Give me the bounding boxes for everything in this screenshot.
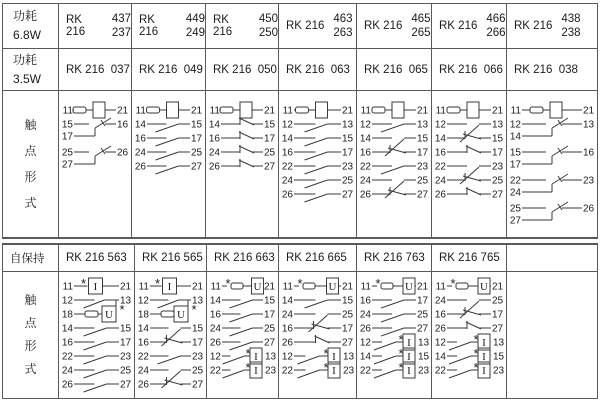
svg-text:23: 23 [343, 365, 355, 377]
svg-text:23: 23 [583, 175, 595, 187]
svg-text:I: I [167, 281, 172, 293]
svg-text:22: 22 [281, 365, 293, 377]
svg-text:11: 11 [360, 105, 371, 117]
svg-text:25: 25 [342, 175, 354, 187]
standard-relays-table [2, 3, 598, 239]
svg-text:12: 12 [359, 119, 371, 131]
contact-diagram-665 [279, 272, 356, 398]
svg-text:U: U [253, 281, 262, 293]
svg-text:27: 27 [417, 189, 429, 201]
svg-text:25: 25 [509, 203, 521, 215]
model-066: RK 216 066 [432, 49, 506, 90]
svg-text:17: 17 [192, 337, 204, 349]
svg-text:I: I [482, 351, 486, 363]
svg-text:11: 11 [210, 281, 221, 293]
model-049: RK 216 049 [132, 49, 205, 90]
svg-text:27: 27 [509, 215, 521, 227]
empty-header-cell [507, 245, 597, 271]
model-hi: 449 [185, 13, 205, 25]
model-prefix: RK 216 [286, 20, 325, 32]
svg-text:16: 16 [208, 133, 220, 145]
svg-text:23: 23 [265, 365, 277, 377]
svg-text:16: 16 [434, 147, 446, 159]
model-463-263 [279, 4, 356, 48]
svg-text:22: 22 [359, 161, 371, 173]
svg-text:27: 27 [192, 379, 204, 391]
contact-form-char: 点 [24, 144, 37, 158]
svg-text:11: 11 [138, 281, 149, 293]
model-465-265 [357, 4, 431, 48]
svg-text:11: 11 [435, 281, 446, 293]
model-450-250 [206, 4, 278, 48]
svg-text:17: 17 [342, 323, 354, 335]
svg-text:16: 16 [583, 147, 595, 159]
contact-diagram-svg [432, 91, 506, 237]
svg-text:18: 18 [61, 309, 73, 321]
contact-diagram-565 [135, 272, 206, 398]
svg-text:23: 23 [192, 351, 204, 363]
svg-text:25: 25 [417, 309, 429, 321]
svg-text:17: 17 [509, 159, 521, 171]
power-label-line1: 功耗 [13, 52, 38, 67]
svg-text:25: 25 [417, 175, 429, 187]
svg-text:25: 25 [264, 323, 276, 335]
svg-text:21: 21 [417, 281, 429, 293]
contact-form-label [3, 272, 58, 398]
svg-text:14: 14 [134, 119, 146, 131]
svg-text:21: 21 [192, 281, 204, 293]
svg-text:14: 14 [434, 133, 446, 145]
model-763: RK 216 763 [357, 245, 431, 271]
model-lo: 266 [486, 27, 506, 39]
svg-text:15: 15 [61, 119, 73, 131]
contact-diagram-svg [357, 272, 431, 398]
svg-text:21: 21 [264, 281, 276, 293]
model-prefix: RK 216 [213, 14, 233, 38]
svg-text:11: 11 [209, 105, 220, 117]
svg-text:26: 26 [281, 337, 293, 349]
power-label-line2: 3.5W [13, 71, 42, 86]
svg-text:26: 26 [208, 161, 220, 173]
model-lo: 265 [411, 27, 431, 39]
svg-text:I: I [332, 351, 336, 363]
model-hi: 437 [111, 13, 131, 25]
contact-diagram-svg [206, 91, 278, 237]
svg-text:12: 12 [509, 119, 521, 131]
svg-text:26: 26 [434, 189, 446, 201]
svg-text:18: 18 [137, 309, 149, 321]
svg-text:17: 17 [417, 295, 429, 307]
contact-diagram-svg [357, 91, 431, 237]
svg-text:27: 27 [264, 161, 276, 173]
svg-text:14: 14 [281, 295, 293, 307]
svg-text:*: * [297, 276, 303, 291]
contact-form-char: 式 [24, 362, 37, 376]
svg-text:21: 21 [191, 105, 203, 117]
svg-text:25: 25 [492, 295, 504, 307]
svg-text:14: 14 [208, 119, 220, 131]
model-063: RK 216 063 [279, 49, 356, 90]
svg-text:*: * [398, 360, 404, 375]
model-prefix: RK 216 [439, 20, 478, 32]
svg-text:12: 12 [281, 351, 293, 363]
model-lo: 237 [111, 27, 131, 39]
model-065: RK 216 065 [357, 49, 431, 90]
svg-text:I: I [254, 351, 258, 363]
svg-text:27: 27 [342, 337, 354, 349]
svg-text:12: 12 [209, 351, 221, 363]
svg-text:21: 21 [492, 105, 504, 117]
svg-text:17: 17 [342, 147, 354, 159]
contact-diagram-svg [279, 272, 356, 398]
svg-text:27: 27 [61, 159, 73, 171]
svg-text:24: 24 [209, 323, 221, 335]
svg-text:13: 13 [492, 119, 504, 131]
svg-text:22: 22 [359, 365, 371, 377]
model-050: RK 216 050 [206, 49, 278, 90]
svg-text:*: * [119, 302, 125, 317]
svg-text:22: 22 [209, 365, 221, 377]
svg-text:22: 22 [434, 161, 446, 173]
svg-text:16: 16 [61, 337, 73, 349]
svg-text:27: 27 [492, 323, 504, 335]
power-3-5w-label [3, 49, 58, 90]
svg-text:12: 12 [359, 337, 371, 349]
svg-text:16: 16 [134, 133, 146, 145]
svg-text:26: 26 [117, 147, 129, 159]
svg-text:24: 24 [208, 147, 220, 159]
svg-text:15: 15 [264, 119, 276, 131]
svg-text:17: 17 [264, 133, 276, 145]
svg-text:25: 25 [120, 365, 132, 377]
model-565: RK 216 565 [135, 245, 206, 271]
contact-diagram-svg [207, 272, 278, 398]
svg-text:13: 13 [493, 337, 505, 349]
svg-text:11: 11 [435, 105, 446, 117]
contact-diagram-svg [432, 272, 506, 398]
contact-diagram-449 [132, 91, 205, 237]
model-449-249 [132, 4, 205, 48]
svg-text:24: 24 [137, 365, 149, 377]
power-label-line1: 功耗 [13, 9, 38, 23]
svg-text:11: 11 [62, 281, 73, 293]
contact-diagram-563 [59, 272, 134, 398]
svg-text:*: * [245, 346, 251, 361]
svg-text:24: 24 [359, 175, 371, 187]
svg-text:11: 11 [360, 281, 371, 293]
svg-text:12: 12 [137, 295, 149, 307]
contact-form-char: 形 [24, 170, 37, 184]
svg-text:11: 11 [282, 105, 293, 117]
svg-text:14: 14 [137, 323, 149, 335]
contact-diagram-svg [135, 272, 206, 398]
svg-text:21: 21 [264, 105, 276, 117]
contact-diagram-svg [132, 91, 205, 237]
svg-text:24: 24 [134, 147, 146, 159]
svg-text:27: 27 [417, 323, 429, 335]
svg-text:*: * [473, 360, 479, 375]
model-563: RK 216 563 [59, 245, 134, 271]
svg-text:14: 14 [434, 351, 446, 363]
svg-text:26: 26 [137, 379, 149, 391]
svg-text:26: 26 [209, 337, 221, 349]
svg-text:I: I [93, 281, 98, 293]
model-lo: 250 [258, 27, 278, 39]
svg-text:27: 27 [342, 189, 354, 201]
svg-text:12: 12 [281, 119, 293, 131]
svg-text:16: 16 [117, 119, 129, 131]
latching-relays-table [2, 243, 598, 399]
model-765: RK 216 765 [432, 245, 506, 271]
svg-text:16: 16 [281, 323, 293, 335]
contact-diagram-svg [507, 91, 597, 237]
svg-text:26: 26 [61, 379, 73, 391]
svg-text:23: 23 [417, 161, 429, 173]
svg-text:23: 23 [492, 161, 504, 173]
model-466-266 [432, 4, 506, 48]
svg-text:25: 25 [264, 147, 276, 159]
model-665: RK 216 665 [279, 245, 356, 271]
svg-text:U: U [177, 309, 185, 321]
svg-text:25: 25 [192, 365, 204, 377]
svg-text:16: 16 [359, 147, 371, 159]
model-037: RK 216 037 [59, 49, 131, 90]
model-663: RK 216 663 [207, 245, 278, 271]
svg-text:25: 25 [61, 147, 73, 159]
svg-text:15: 15 [493, 351, 505, 363]
svg-text:23: 23 [418, 365, 430, 377]
svg-text:21: 21 [342, 105, 354, 117]
svg-text:26: 26 [583, 203, 595, 215]
model-lo: 249 [185, 27, 205, 39]
svg-text:*: * [473, 346, 479, 361]
svg-text:25: 25 [342, 309, 354, 321]
svg-text:15: 15 [509, 147, 521, 159]
svg-text:12: 12 [434, 337, 446, 349]
svg-text:26: 26 [359, 323, 371, 335]
svg-text:17: 17 [120, 337, 132, 349]
svg-text:24: 24 [61, 365, 73, 377]
svg-text:I: I [407, 365, 411, 377]
contact-diagram-437 [59, 91, 131, 237]
svg-text:15: 15 [191, 119, 203, 131]
contact-diagram-438 [507, 91, 597, 237]
svg-text:U: U [105, 309, 113, 321]
svg-text:U: U [480, 281, 488, 293]
svg-text:I: I [482, 365, 486, 377]
model-437-237 [59, 4, 131, 48]
svg-text:12: 12 [434, 119, 446, 131]
svg-text:27: 27 [264, 337, 276, 349]
contact-form-char: 触 [24, 118, 37, 132]
svg-text:26: 26 [134, 161, 146, 173]
svg-text:14: 14 [359, 133, 371, 145]
svg-text:U: U [328, 281, 337, 293]
svg-text:17: 17 [492, 147, 504, 159]
model-hi: 450 [258, 13, 278, 25]
svg-text:16: 16 [137, 337, 149, 349]
svg-text:17: 17 [264, 309, 276, 321]
svg-text:24: 24 [434, 295, 446, 307]
contact-diagram-663 [207, 272, 278, 398]
svg-text:I: I [407, 351, 411, 363]
contact-diagram-466 [432, 91, 506, 237]
svg-text:*: * [323, 346, 329, 361]
svg-text:24: 24 [509, 187, 521, 199]
svg-text:12: 12 [61, 295, 73, 307]
svg-text:27: 27 [492, 189, 504, 201]
contact-form-char: 式 [24, 196, 37, 210]
svg-text:U: U [405, 281, 413, 293]
svg-text:21: 21 [492, 281, 504, 293]
svg-text:15: 15 [418, 351, 430, 363]
svg-text:11: 11 [135, 105, 146, 117]
power-6-8w-label [3, 4, 58, 48]
svg-text:*: * [323, 360, 329, 375]
svg-text:*: * [450, 276, 456, 291]
model-prefix: RK 216 [364, 20, 403, 32]
svg-text:16: 16 [359, 295, 371, 307]
contact-form-label [3, 91, 58, 237]
svg-text:22: 22 [137, 351, 149, 363]
svg-text:14: 14 [509, 131, 521, 143]
svg-text:*: * [80, 276, 87, 291]
svg-text:21: 21 [583, 105, 595, 117]
power-label-line2: 6.8W [13, 28, 42, 42]
svg-text:22: 22 [61, 351, 73, 363]
svg-text:16: 16 [209, 309, 221, 321]
contact-form-char: 点 [24, 316, 37, 330]
svg-text:13: 13 [583, 119, 595, 131]
svg-text:13: 13 [342, 119, 354, 131]
svg-text:15: 15 [192, 323, 204, 335]
svg-text:13: 13 [265, 351, 277, 363]
model-438-238 [507, 4, 597, 48]
model-prefix: RK 216 [139, 14, 159, 38]
svg-text:*: * [154, 276, 161, 291]
model-lo: 238 [561, 27, 581, 39]
svg-text:16: 16 [434, 309, 446, 321]
svg-text:13: 13 [417, 119, 429, 131]
svg-text:13: 13 [418, 337, 430, 349]
svg-text:15: 15 [342, 295, 354, 307]
svg-text:26: 26 [281, 189, 293, 201]
svg-text:23: 23 [120, 351, 132, 363]
model-prefix: RK 216 [514, 20, 553, 32]
svg-text:I: I [482, 337, 486, 349]
latching-label: 自保持 [3, 245, 58, 271]
svg-text:13: 13 [120, 295, 132, 307]
svg-text:21: 21 [417, 105, 429, 117]
model-hi: 465 [411, 13, 431, 25]
svg-text:*: * [398, 346, 404, 361]
svg-text:23: 23 [342, 161, 354, 173]
svg-text:*: * [398, 332, 404, 347]
svg-text:25: 25 [492, 175, 504, 187]
contact-diagram-765 [432, 272, 506, 398]
svg-text:22: 22 [281, 161, 293, 173]
svg-text:13: 13 [343, 351, 355, 363]
svg-text:17: 17 [417, 147, 429, 159]
svg-text:24: 24 [359, 309, 371, 321]
model-038: RK 216 038 [507, 49, 597, 90]
contact-diagram-465 [357, 91, 431, 237]
svg-text:26: 26 [359, 189, 371, 201]
svg-text:13: 13 [192, 295, 204, 307]
svg-text:25: 25 [191, 147, 203, 159]
svg-text:11: 11 [510, 105, 521, 117]
svg-text:26: 26 [434, 323, 446, 335]
svg-text:16: 16 [281, 147, 293, 159]
svg-text:22: 22 [434, 365, 446, 377]
svg-text:*: * [473, 332, 479, 347]
svg-text:15: 15 [120, 323, 132, 335]
model-prefix: RK 216 [66, 14, 86, 38]
svg-text:23: 23 [493, 365, 505, 377]
svg-text:21: 21 [120, 281, 132, 293]
svg-text:27: 27 [120, 379, 132, 391]
svg-text:*: * [245, 360, 251, 375]
svg-text:I: I [332, 365, 336, 377]
contact-diagram-svg [59, 272, 134, 398]
svg-text:14: 14 [281, 133, 293, 145]
svg-text:11: 11 [282, 281, 293, 293]
svg-text:24: 24 [281, 175, 293, 187]
svg-text:14: 14 [359, 351, 371, 363]
empty-diagram-cell [507, 272, 597, 398]
svg-text:11: 11 [62, 105, 73, 117]
svg-text:14: 14 [209, 295, 221, 307]
svg-text:17: 17 [191, 133, 203, 145]
svg-text:*: * [225, 276, 231, 291]
contact-diagram-svg [279, 91, 356, 237]
contact-diagram-463 [279, 91, 356, 237]
svg-text:17: 17 [61, 131, 73, 143]
model-hi: 438 [561, 13, 581, 25]
svg-text:22: 22 [509, 175, 521, 187]
svg-text:I: I [254, 365, 258, 377]
model-hi: 463 [333, 13, 353, 25]
svg-text:15: 15 [264, 295, 276, 307]
svg-text:27: 27 [191, 161, 203, 173]
svg-text:15: 15 [417, 133, 429, 145]
svg-text:17: 17 [492, 309, 504, 321]
svg-text:21: 21 [117, 105, 129, 117]
svg-text:24: 24 [281, 309, 293, 321]
contact-diagram-763 [357, 272, 431, 398]
svg-text:15: 15 [342, 133, 354, 145]
contact-diagram-svg [59, 91, 131, 237]
svg-text:I: I [407, 337, 411, 349]
model-lo: 263 [333, 27, 353, 39]
model-hi: 466 [486, 13, 506, 25]
svg-text:*: * [191, 302, 197, 317]
svg-text:*: * [375, 276, 381, 291]
svg-text:21: 21 [342, 281, 354, 293]
svg-text:14: 14 [61, 323, 73, 335]
svg-text:15: 15 [492, 133, 504, 145]
contact-diagram-450 [206, 91, 278, 237]
svg-text:24: 24 [434, 175, 446, 187]
contact-form-char: 形 [24, 339, 37, 353]
contact-form-char: 触 [24, 293, 37, 307]
